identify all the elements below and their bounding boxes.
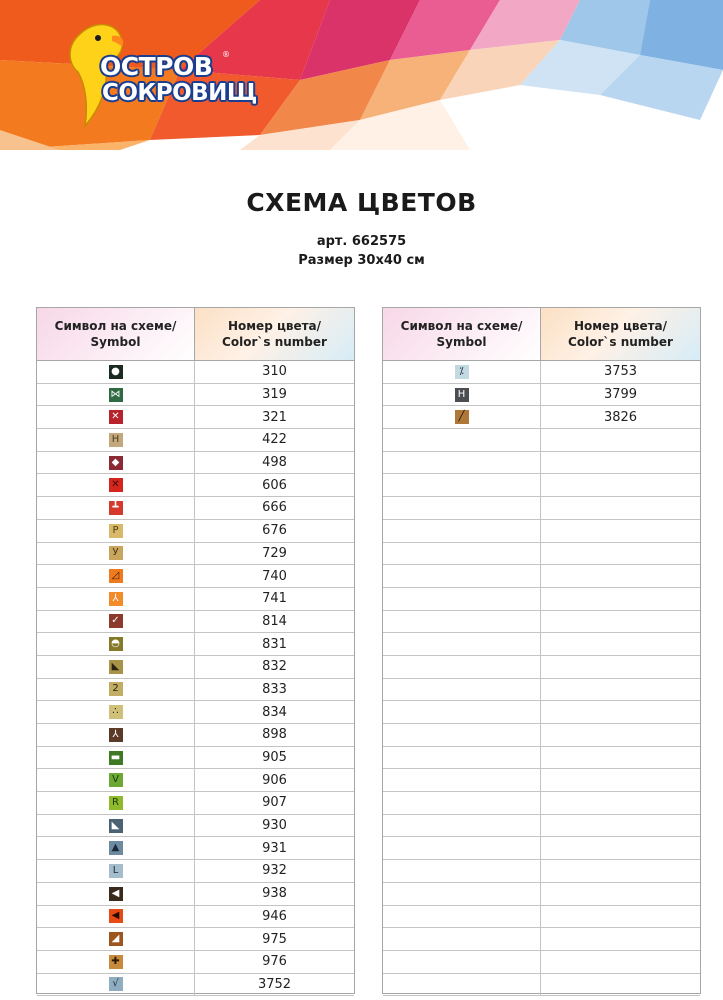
symbol-cell [383,588,541,610]
color-number-cell: 831 [262,636,287,652]
table-row [37,588,354,611]
color-number-cell [541,633,700,655]
table-row [383,701,700,724]
symbol-cell [37,679,195,701]
symbol-swatch-icon: ⁒ [455,365,469,379]
color-number-cell: 932 [262,863,287,879]
table-row [37,406,354,429]
symbol-cell [37,724,195,746]
table-row [37,384,354,407]
symbol-swatch-icon: H [109,433,123,447]
color-number-cell: 319 [262,387,287,403]
symbol-cell [383,361,541,383]
symbol-cell [37,384,195,406]
color-number-cell: 498 [262,455,287,471]
symbol-cell [383,928,541,950]
symbol-swatch-icon: ▬ [109,751,123,765]
symbol-cell [37,815,195,837]
header-color-number [195,308,354,360]
table-row [383,633,700,656]
symbol-cell [37,928,195,950]
header-symbol-label: Символ на схеме/ Symbol [400,318,523,349]
header-symbol-label: Символ на схеме/ Symbol [54,318,177,349]
color-number-cell: 729 [262,545,287,561]
symbol-cell [383,724,541,746]
color-number-cell: 907 [262,795,287,811]
table-row [383,611,700,634]
symbol-cell [383,792,541,814]
symbol-cell [37,520,195,542]
symbol-cell [383,474,541,496]
symbol-cell [383,906,541,928]
color-number-cell [541,815,700,837]
table-row [37,656,354,679]
symbol-cell [37,883,195,905]
color-number-cell: 422 [262,432,287,448]
color-table-left [36,307,355,994]
color-number-cell: 3799 [603,387,638,403]
table-row [383,837,700,860]
color-number-cell: 834 [262,704,287,720]
table-row [383,361,700,384]
color-number-cell: 741 [262,591,287,607]
table-row [383,928,700,951]
table-row [383,474,700,497]
color-number-cell [541,906,700,928]
table-row [37,633,354,656]
symbol-cell [37,656,195,678]
symbol-swatch-icon: ⋈ [110,388,121,400]
symbol-swatch-icon: ◓ [109,637,123,651]
color-number-cell: 666 [262,500,287,516]
color-number-cell [541,611,700,633]
table-row [383,792,700,815]
color-number-cell: 3753 [603,364,638,380]
color-number-cell: 3752 [257,976,292,992]
symbol-swatch-icon: √ [109,977,123,991]
symbol-cell [37,429,195,451]
table-row [383,815,700,838]
table-row [383,543,700,566]
color-number-cell: 606 [262,477,287,493]
canvas-size: Размер 30x40 см [298,253,425,268]
header-symbol [37,308,195,360]
table-row [37,701,354,724]
color-number-cell [541,701,700,723]
color-number-cell [541,429,700,451]
symbol-cell [37,361,195,383]
symbol-swatch-icon: ✓ [109,614,123,628]
color-number-cell [541,656,700,678]
symbol-cell [383,679,541,701]
symbol-cell [383,497,541,519]
table-header [37,308,354,361]
symbol-cell [37,588,195,610]
symbol-swatch-icon: ◣ [109,660,123,674]
symbol-swatch-icon: L [109,864,123,878]
header-symbol [383,308,541,360]
symbol-cell [37,565,195,587]
color-number-cell: 3826 [603,409,638,425]
symbol-swatch-icon: ╱ [455,410,469,424]
header-color-label: Номер цвета/ Color`s number [222,318,327,349]
symbol-swatch-icon: ◀ [109,887,123,901]
symbol-swatch-icon: 2 [109,682,123,696]
color-number-cell [541,474,700,496]
symbol-cell [383,452,541,474]
symbol-swatch-icon: ✚ [109,955,123,969]
table-row [383,906,700,929]
table-row [383,497,700,520]
table-row [37,928,354,951]
color-number-cell [541,679,700,701]
symbol-swatch-icon: ▲ [109,841,123,855]
color-number-cell [541,928,700,950]
color-number-cell: 906 [262,772,287,788]
color-number-cell [541,837,700,859]
color-number-cell [541,543,700,565]
table-body [37,361,354,996]
symbol-cell [37,543,195,565]
symbol-cell [383,611,541,633]
color-number-cell: 898 [262,727,287,743]
color-number-cell [541,747,700,769]
color-number-cell [541,520,700,542]
table-row [383,452,700,475]
symbol-cell [37,474,195,496]
symbol-cell [383,837,541,859]
symbol-swatch-icon: P [109,524,123,538]
table-row [37,452,354,475]
table-row [37,429,354,452]
color-number-cell [541,769,700,791]
symbol-cell [37,611,195,633]
table-row [37,769,354,792]
symbol-cell [37,837,195,859]
table-row [37,951,354,974]
color-number-cell: 930 [262,818,287,834]
color-number-cell [541,724,700,746]
table-row [37,974,354,997]
table-row [383,565,700,588]
table-row [37,474,354,497]
symbol-cell [37,974,195,996]
color-number-cell: 833 [262,681,287,697]
symbol-swatch-icon: ⅄ [109,592,123,606]
registered-mark: ® [222,50,230,59]
symbol-swatch-icon: ● [109,365,123,379]
symbol-swatch-icon: V [109,773,123,787]
color-number-cell: 946 [262,908,287,924]
symbol-cell [383,883,541,905]
header-color-label: Номер цвета/ Color`s number [568,318,673,349]
symbol-cell [383,406,541,428]
table-row [37,837,354,860]
table-row [383,747,700,770]
symbol-cell [383,747,541,769]
color-number-cell [541,452,700,474]
table-row [383,724,700,747]
table-row [383,679,700,702]
symbol-cell [383,815,541,837]
table-row [37,679,354,702]
symbol-swatch-icon: H [455,388,469,402]
table-row [37,883,354,906]
color-number-cell: 938 [262,886,287,902]
table-body [383,361,700,996]
symbol-cell [383,633,541,655]
color-number-cell [541,588,700,610]
symbol-cell [383,656,541,678]
color-number-cell [541,792,700,814]
table-row [37,497,354,520]
color-number-cell: 931 [262,840,287,856]
table-row [37,565,354,588]
table-row [37,792,354,815]
page-title: СХЕМА ЦВЕТОВ [246,188,477,217]
symbol-cell [37,860,195,882]
symbol-swatch-icon: ◣ [109,819,123,833]
color-number-cell: 740 [262,568,287,584]
table-row [37,543,354,566]
table-row [37,361,354,384]
logo-text-line2: СОКРОВИЩ [102,80,257,106]
color-number-cell: 321 [262,409,287,425]
symbol-cell [37,747,195,769]
color-number-cell: 676 [262,523,287,539]
table-row [37,747,354,770]
symbol-cell [383,769,541,791]
table-row [37,906,354,929]
symbol-cell [37,497,195,519]
table-row [383,860,700,883]
table-row [37,815,354,838]
table-row [37,520,354,543]
symbol-cell [37,792,195,814]
symbol-cell [383,565,541,587]
table-row [37,611,354,634]
color-number-cell: 310 [262,364,287,380]
symbol-cell [383,951,541,973]
table-header [383,308,700,361]
table-row [383,588,700,611]
color-number-cell [541,860,700,882]
table-row [383,951,700,974]
symbol-swatch-icon: ◢ [109,932,123,946]
symbol-cell [383,543,541,565]
table-row [37,724,354,747]
symbol-cell [37,406,195,428]
symbol-cell [383,701,541,723]
symbol-cell [37,906,195,928]
color-number-cell: 975 [262,931,287,947]
article-number: арт. 662575 [316,234,407,249]
symbol-swatch-icon: ◿ [109,569,123,583]
color-number-cell: 905 [262,750,287,766]
table-row [383,883,700,906]
symbol-cell [37,951,195,973]
symbol-swatch-icon: ✕ [109,478,123,492]
symbol-cell [383,520,541,542]
table-row [383,656,700,679]
color-number-cell: 814 [262,613,287,629]
header-color-number [541,308,700,360]
symbol-swatch-icon: R [109,796,123,810]
symbol-cell [383,974,541,996]
symbol-cell [383,384,541,406]
table-row [383,384,700,407]
symbol-cell [37,452,195,474]
color-number-cell [541,974,700,996]
symbol-swatch-icon: ┻ [109,501,123,515]
symbol-cell [37,701,195,723]
symbol-swatch-icon: У [109,546,123,560]
header-banner [0,0,723,150]
symbol-cell [383,860,541,882]
table-row [383,769,700,792]
symbol-swatch-icon: ✕ [109,410,123,424]
symbol-swatch-icon: ◆ [109,456,123,470]
symbol-swatch-icon: ⅄ [109,728,123,742]
color-number-cell [541,497,700,519]
color-table-right [382,307,701,994]
symbol-cell [37,633,195,655]
table-row [383,974,700,997]
color-number-cell: 832 [262,659,287,675]
color-number-cell [541,565,700,587]
color-number-cell [541,883,700,905]
symbol-cell [37,769,195,791]
table-row [383,406,700,429]
color-number-cell [541,951,700,973]
symbol-cell [383,429,541,451]
color-number-cell: 976 [262,954,287,970]
table-row [37,860,354,883]
symbol-swatch-icon: ◀ [109,909,123,923]
symbol-swatch-icon: ∴ [109,705,123,719]
table-row [383,520,700,543]
table-row [383,429,700,452]
logo-text-line1: ОСТРОВ [100,52,213,81]
